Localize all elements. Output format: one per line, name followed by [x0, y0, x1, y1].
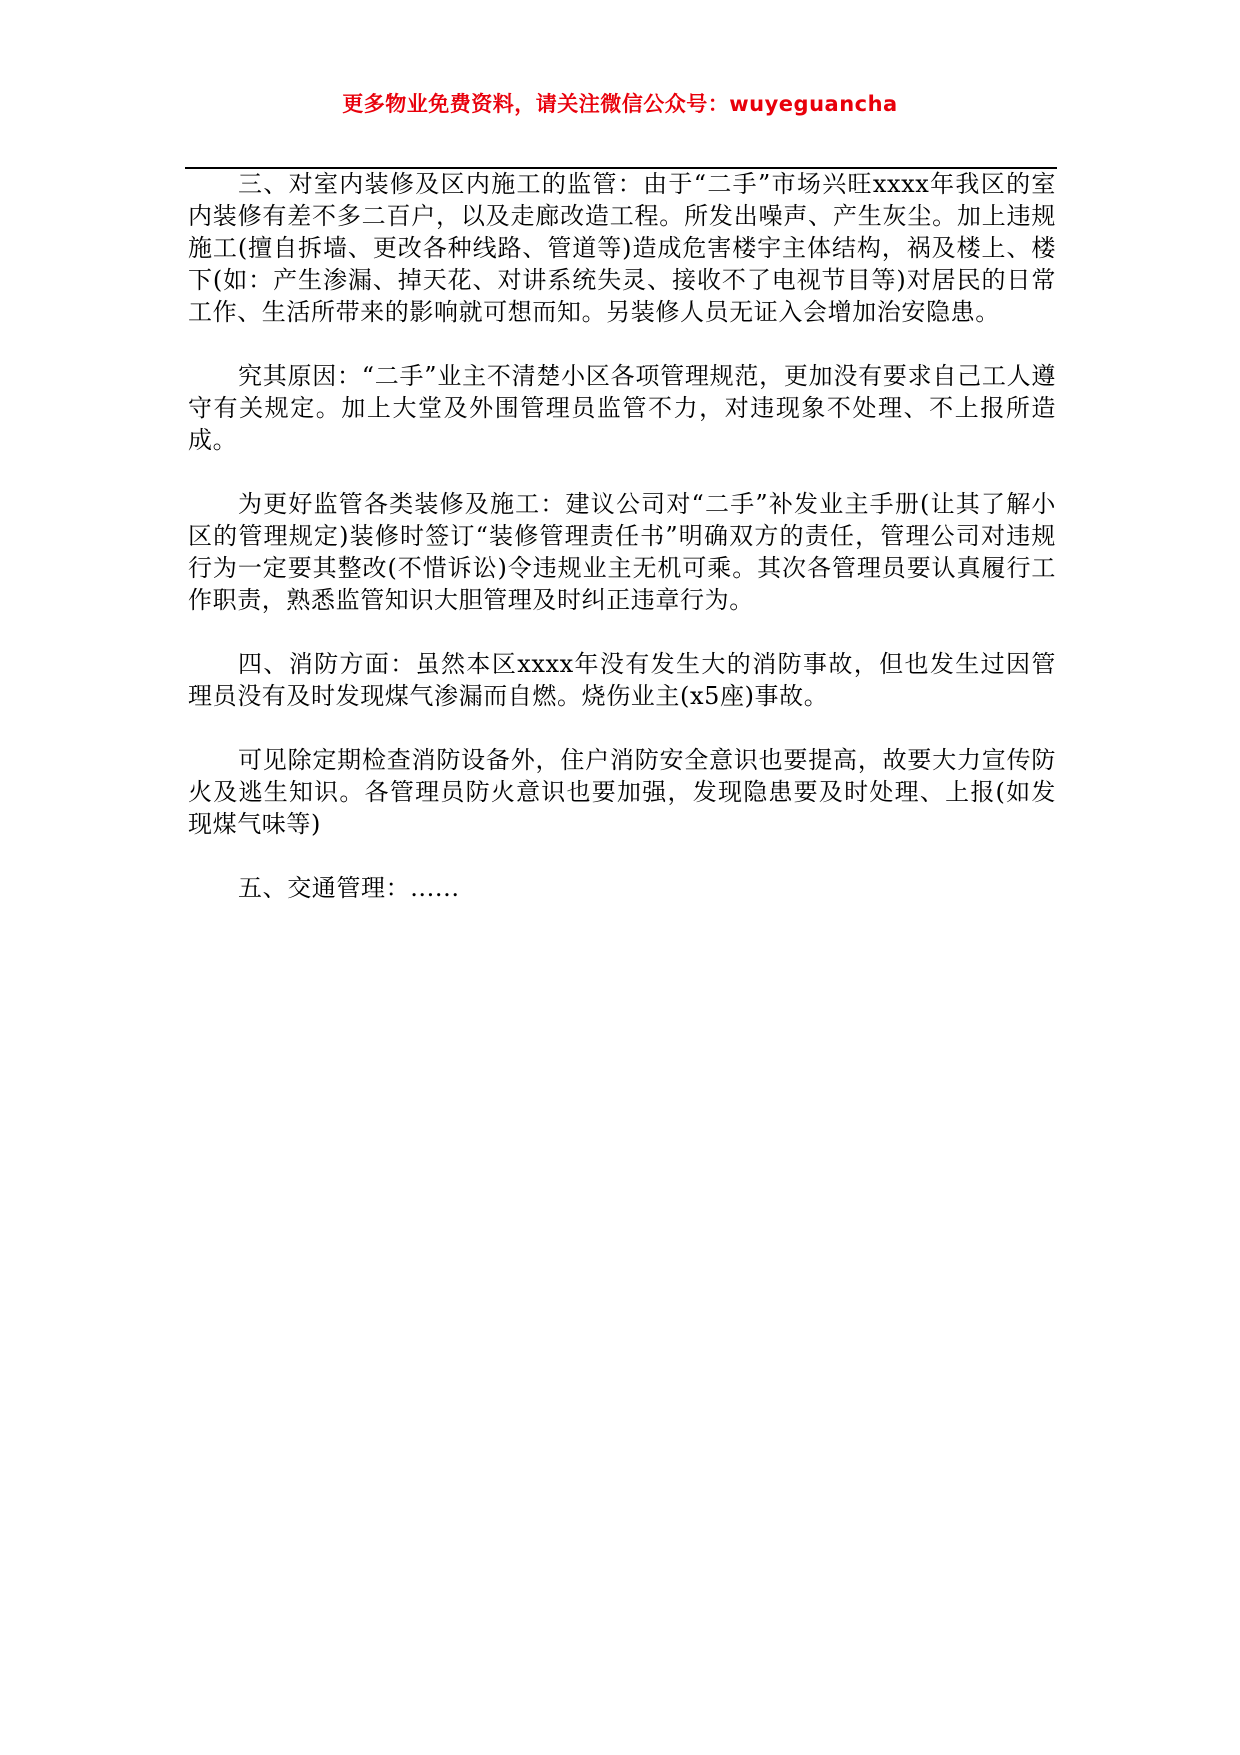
paragraph-fire-awareness: 可见除定期检查消防设备外，住户消防安全意识也要提高，故要大力宣传防火及逃生知识。各管理员防火意识也要加强，发现隐患要及时处理、上报(如发现煤气味等)	[188, 746, 1056, 838]
paragraph-traffic-management: 五、交通管理：......	[238, 874, 460, 902]
document-body	[188, 168, 1056, 936]
paragraph-renovation-supervision: 三、对室内装修及区内施工的监管：由于“二手”市场兴旺xxxx年我区的室内装修有差不多二百户，以及走廊改造工程。所发出噪声、产生灰尘。加上违规施工(擅自拆墙、更改各种线路、管道等)造成危害楼宇主体结构，祸及楼上、楼下(如：产生渗漏、掉天花、对讲系统失灵、接收不了电视节目等)对居民的日常工作、生活所带来的影响就可想而知。另装修人员无证入会增加治安隐患。	[188, 170, 1056, 326]
page-header-promo: 更多物业免费资料，请关注微信公众号：wuyeguancha	[342, 92, 898, 116]
paragraph-cause-analysis: 究其原因：“二手”业主不清楚小区各项管理规范，更加没有要求自己工人遵守有关规定。加上大堂及外围管理员监管不力，对违现象不处理、不上报所造成。	[188, 362, 1056, 454]
paragraph-fire-safety: 四、消防方面：虽然本区xxxx年没有发生大的消防事故，但也发生过因管理员没有及时发现煤气渗漏而自燃。烧伤业主(x5座)事故。	[188, 650, 1056, 710]
paragraph-renovation-recommendation: 为更好监管各类装修及施工：建议公司对“二手”补发业主手册(让其了解小区的管理规定)装修时签订“装修管理责任书”明确双方的责任，管理公司对违规行为一定要其整改(不惜诉讼)令违规业主无机可乘。其次各管理员要认真履行工作职责，熟悉监管知识大胆管理及时纠正违章行为。	[188, 490, 1056, 614]
